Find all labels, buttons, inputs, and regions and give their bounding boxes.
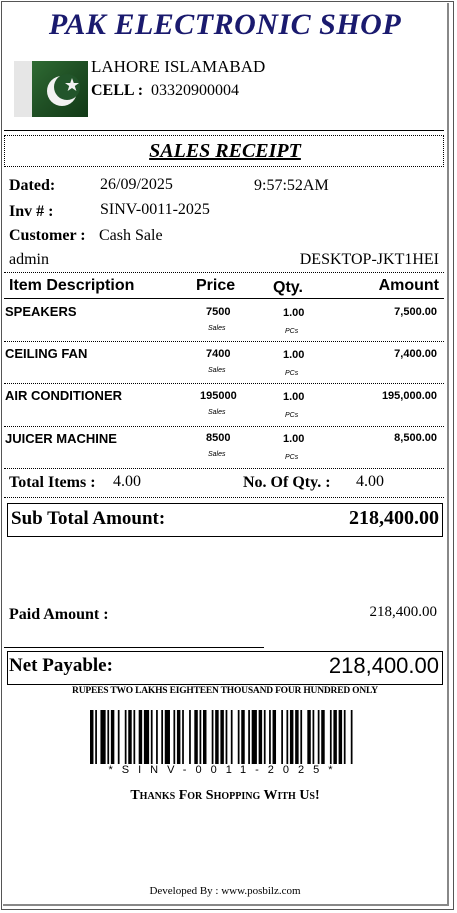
qty-unit: PCs (285, 412, 299, 419)
price-unit: Sales (208, 367, 226, 374)
item-price: 7400 (206, 348, 231, 360)
col-header-description: Item Description (9, 277, 135, 294)
barcode-text: *SINV-0011-2025* (108, 764, 342, 776)
customer-label: Customer : (9, 227, 86, 244)
invoice-label: Inv # : (9, 203, 54, 220)
item-amount: 195,000.00 (381, 390, 437, 402)
paid-amount-value: 218,400.00 (369, 604, 437, 620)
divider (4, 298, 444, 299)
item-qty: 1.00 (283, 433, 305, 445)
customer-value: Cash Sale (99, 227, 163, 244)
shop-name: PAK ELECTRONIC SHOP (48, 8, 402, 41)
item-qty: 1.00 (283, 391, 305, 403)
dated-label: Dated: (9, 177, 56, 194)
item-price: 8500 (206, 432, 231, 444)
paid-amount-label: Paid Amount : (9, 606, 109, 623)
barcode-icon (90, 710, 356, 764)
item-price: 7500 (206, 306, 231, 318)
no-of-qty-label: No. Of Qty. : (243, 474, 331, 491)
price-unit: Sales (208, 409, 226, 416)
net-payable-value: 218,400.00 (328, 653, 439, 678)
receipt-title: SALES RECEIPT (149, 140, 301, 162)
item-description: AIR CONDITIONER (5, 388, 122, 403)
item-amount: 7,500.00 (394, 306, 437, 318)
item-description: CEILING FAN (5, 346, 88, 361)
col-header-amount: Amount (378, 277, 439, 294)
divider (4, 341, 444, 342)
divider (4, 647, 264, 648)
divider (4, 426, 444, 427)
no-of-qty-value: 4.00 (356, 473, 384, 490)
total-items-value: 4.00 (113, 473, 141, 490)
divider (4, 497, 444, 498)
divider (4, 272, 444, 273)
qty-unit: PCs (285, 370, 299, 377)
cell-value: 03320900004 (151, 82, 240, 99)
shop-cell (91, 82, 239, 100)
item-qty: 1.00 (283, 307, 305, 319)
item-description: SPEAKERS (5, 304, 77, 319)
qty-unit: PCs (285, 328, 299, 335)
pakistan-flag-icon (14, 61, 88, 117)
price-unit: Sales (208, 325, 226, 332)
net-payable-label: Net Payable: (9, 655, 113, 676)
thanks-message: Thanks For Shopping With Us! (130, 788, 320, 803)
divider (4, 130, 444, 131)
user-name: admin (9, 251, 49, 268)
developer-credit: Developed By : www.posbilz.com (149, 885, 301, 897)
price-unit: Sales (208, 451, 226, 458)
cell-label: CELL : (91, 82, 144, 99)
total-items-label: Total Items : (9, 474, 96, 491)
qty-unit: PCs (285, 454, 299, 461)
item-description: JUICER MACHINE (5, 431, 117, 446)
item-qty: 1.00 (283, 349, 305, 361)
sub-total-label: Sub Total Amount: (11, 508, 166, 529)
time-value: 9:57:52AM (254, 177, 329, 194)
invoice-value: SINV-0011-2025 (100, 201, 210, 218)
sub-total-value: 218,400.00 (349, 507, 439, 529)
terminal-name: DESKTOP-JKT1HEI (299, 251, 439, 268)
amount-in-words: RUPEES TWO LAKHS EIGHTEEN THOUSAND FOUR HUNDRED ONLY (72, 686, 378, 696)
shop-address: LAHORE ISLAMABAD (91, 57, 266, 76)
item-amount: 7,400.00 (394, 348, 437, 360)
item-amount: 8,500.00 (394, 432, 437, 444)
col-header-qty: Qty. (273, 279, 303, 296)
item-price: 195000 (200, 390, 237, 402)
col-header-price: Price (196, 277, 236, 294)
date-value: 26/09/2025 (100, 176, 173, 193)
divider (4, 383, 444, 384)
divider (4, 468, 444, 469)
